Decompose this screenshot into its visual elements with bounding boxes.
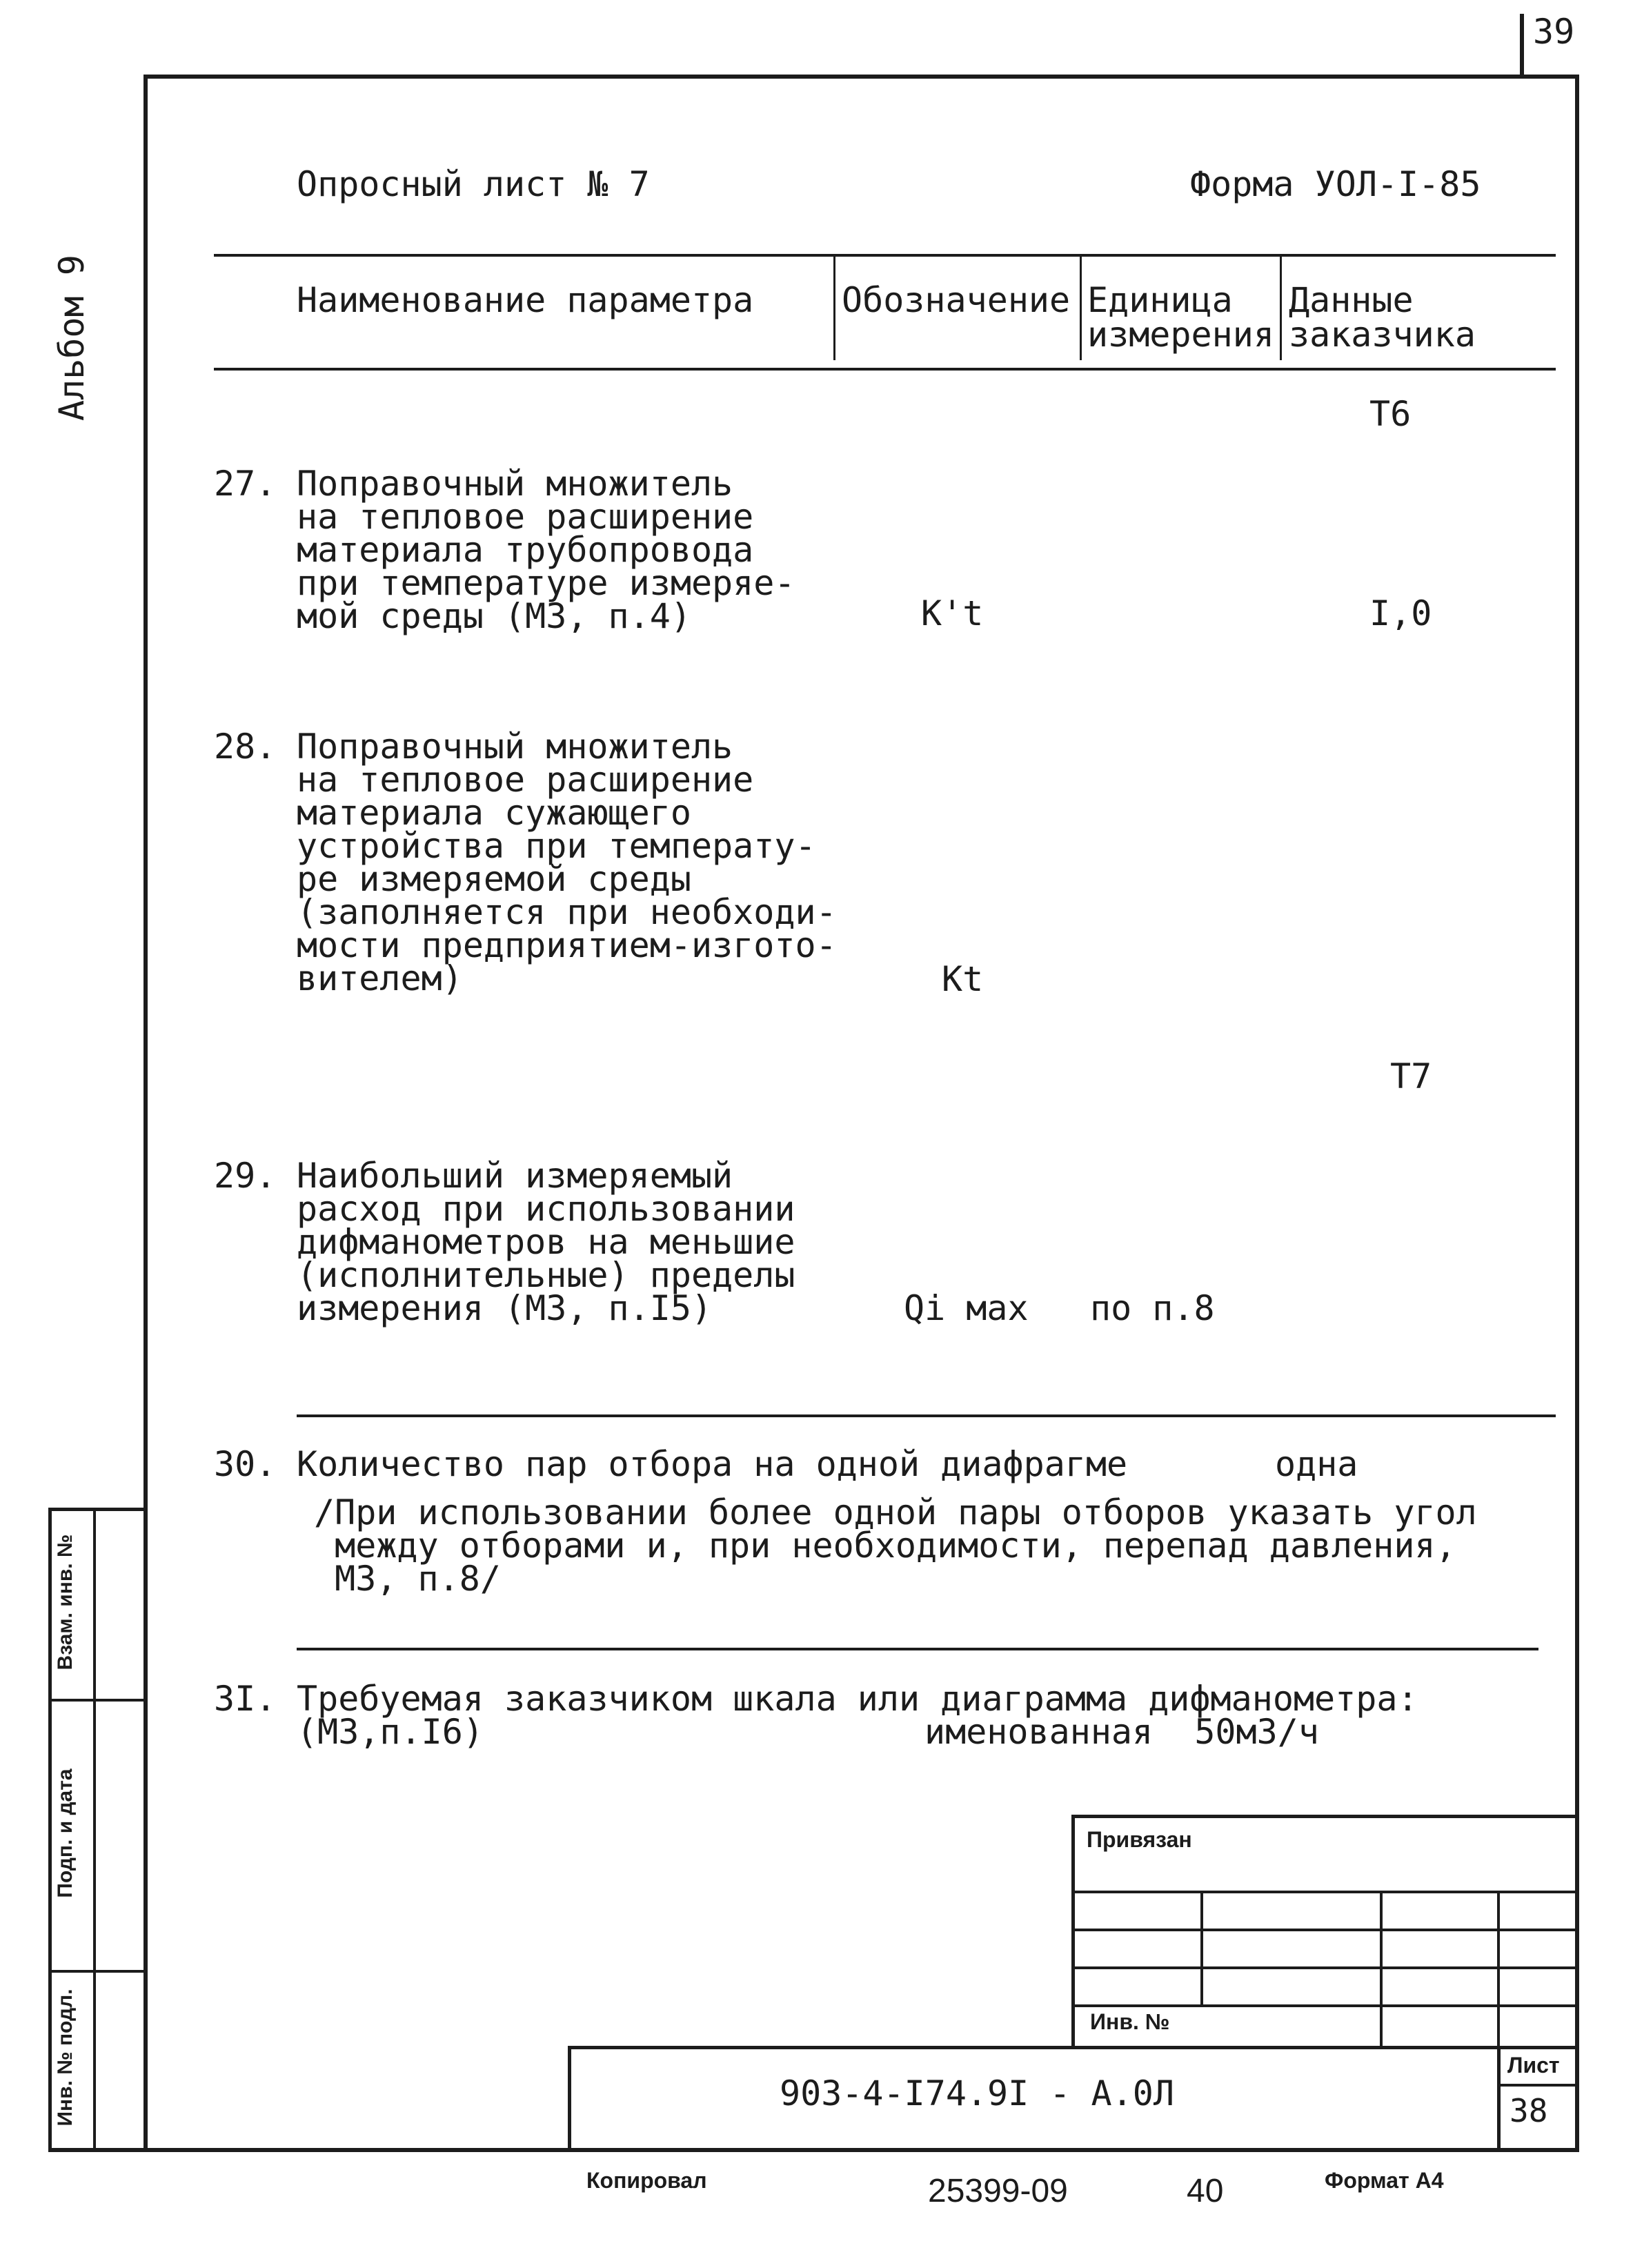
col-divider-3	[1280, 257, 1282, 360]
col-divider-1	[833, 257, 835, 360]
side-inv-podl-label: Инв. № подл.	[54, 1989, 77, 2127]
item-28-number: 28.	[214, 727, 277, 767]
section-t6: Т6	[1369, 394, 1412, 434]
footer-number: 25399-09	[928, 2173, 1068, 2209]
item-31-text: Требуемая заказчиком шкала или диаграмма дифманометра: (МЗ,п.I6)	[297, 1679, 1418, 1752]
side-stamp-left	[48, 1508, 52, 2149]
stamp-col-1	[1200, 1891, 1203, 2004]
item-30-text: Количество пар отбора на одной диафрагме	[297, 1444, 1128, 1484]
side-podp-label: Подп. и дата	[54, 1768, 77, 1898]
stamp-row-2	[1071, 1929, 1579, 1931]
stamp-row-4	[1071, 2004, 1579, 2007]
item-31-value: именованная 50м3/ч	[924, 1712, 1319, 1752]
code-box-divider	[1497, 2046, 1501, 2149]
item-27-designation: К't	[921, 593, 984, 633]
sheet-cell-divider	[1497, 2084, 1579, 2087]
col-header-unit: Единица измерения	[1087, 280, 1274, 355]
stamp-col-3	[1497, 1891, 1500, 2049]
header-rule-bottom	[214, 368, 1556, 371]
frame-left	[143, 75, 148, 2151]
item-29-text: Наибольший измеряемый расход при использовании дифманометров на меньшие (исполнительные) пределы измерения (МЗ, п.I5)	[297, 1156, 795, 1328]
side-stamp-row-1	[48, 1699, 148, 1702]
sheet-title: Опросный лист № 7	[297, 164, 650, 204]
stamp-row-1	[1071, 1891, 1579, 1893]
col-header-customer: Данные заказчика	[1289, 280, 1476, 355]
album-label: Альбом 9	[52, 255, 92, 421]
item-29-number: 29.	[214, 1156, 277, 1196]
rule-before-30	[297, 1414, 1556, 1417]
side-vzam-label: Взам. инв. №	[54, 1534, 77, 1670]
frame-bottom	[48, 2148, 1579, 2152]
item-29-value: по п.8	[1090, 1288, 1215, 1328]
page-number-divider	[1520, 14, 1524, 76]
section-t7: Т7	[1390, 1056, 1432, 1096]
page-number-top: 39	[1533, 12, 1575, 52]
footer-format: Формат А4	[1325, 2168, 1444, 2193]
stamp-bound-label: Привязан	[1087, 1827, 1192, 1852]
col-header-designation: Обозначение	[842, 280, 1071, 320]
form-code: Форма УОЛ-I-85	[1190, 164, 1481, 204]
footer-copied: Копировал	[586, 2168, 707, 2193]
frame-top	[143, 75, 1578, 79]
item-28-designation: Кt	[942, 959, 984, 999]
item-30-value: одна	[1275, 1444, 1358, 1484]
item-31-number: 3I.	[214, 1679, 277, 1719]
side-stamp-inner	[93, 1508, 96, 2149]
item-27-number: 27.	[214, 464, 277, 504]
code-box-top	[568, 2046, 1579, 2049]
sheet-label: Лист	[1507, 2053, 1560, 2078]
col-header-param: Наименование параметра	[297, 280, 754, 320]
sheet-number: 38	[1510, 2092, 1548, 2129]
stamp-row-3	[1071, 1966, 1579, 1969]
stamp-top	[1071, 1815, 1579, 1818]
item-28-text: Поправочный множитель на тепловое расширение материала сужающего устройства при температу- ре измеряемой среды (заполняется при необходи- мости предприятием-изгото- вителем)	[297, 727, 837, 998]
footer-extra: 40	[1187, 2173, 1224, 2209]
frame-right	[1575, 75, 1579, 2151]
header-rule-top	[214, 254, 1556, 257]
col-divider-2	[1080, 257, 1082, 360]
item-30-note: /При использовании более одной пары отборов указать угол между отборами и, при необходимости, перепад давления, МЗ, п.8/	[314, 1492, 1477, 1599]
item-27-text: Поправочный множитель на тепловое расширение материала трубопровода при температуре измеряе- мой среды (МЗ, п.4)	[297, 464, 795, 636]
document-code: 903-4-I74.9I - А.0Л	[780, 2073, 1174, 2113]
item-29-designation: Qi мах	[904, 1288, 1029, 1328]
rule-before-31	[297, 1648, 1538, 1650]
item-30-number: 30.	[214, 1444, 277, 1484]
stamp-left	[1071, 1815, 1075, 2049]
item-27-value: I,0	[1369, 593, 1432, 633]
stamp-col-2	[1380, 1891, 1383, 2049]
code-box-left	[568, 2046, 571, 2149]
stamp-inv-label: Инв. №	[1090, 2009, 1170, 2034]
